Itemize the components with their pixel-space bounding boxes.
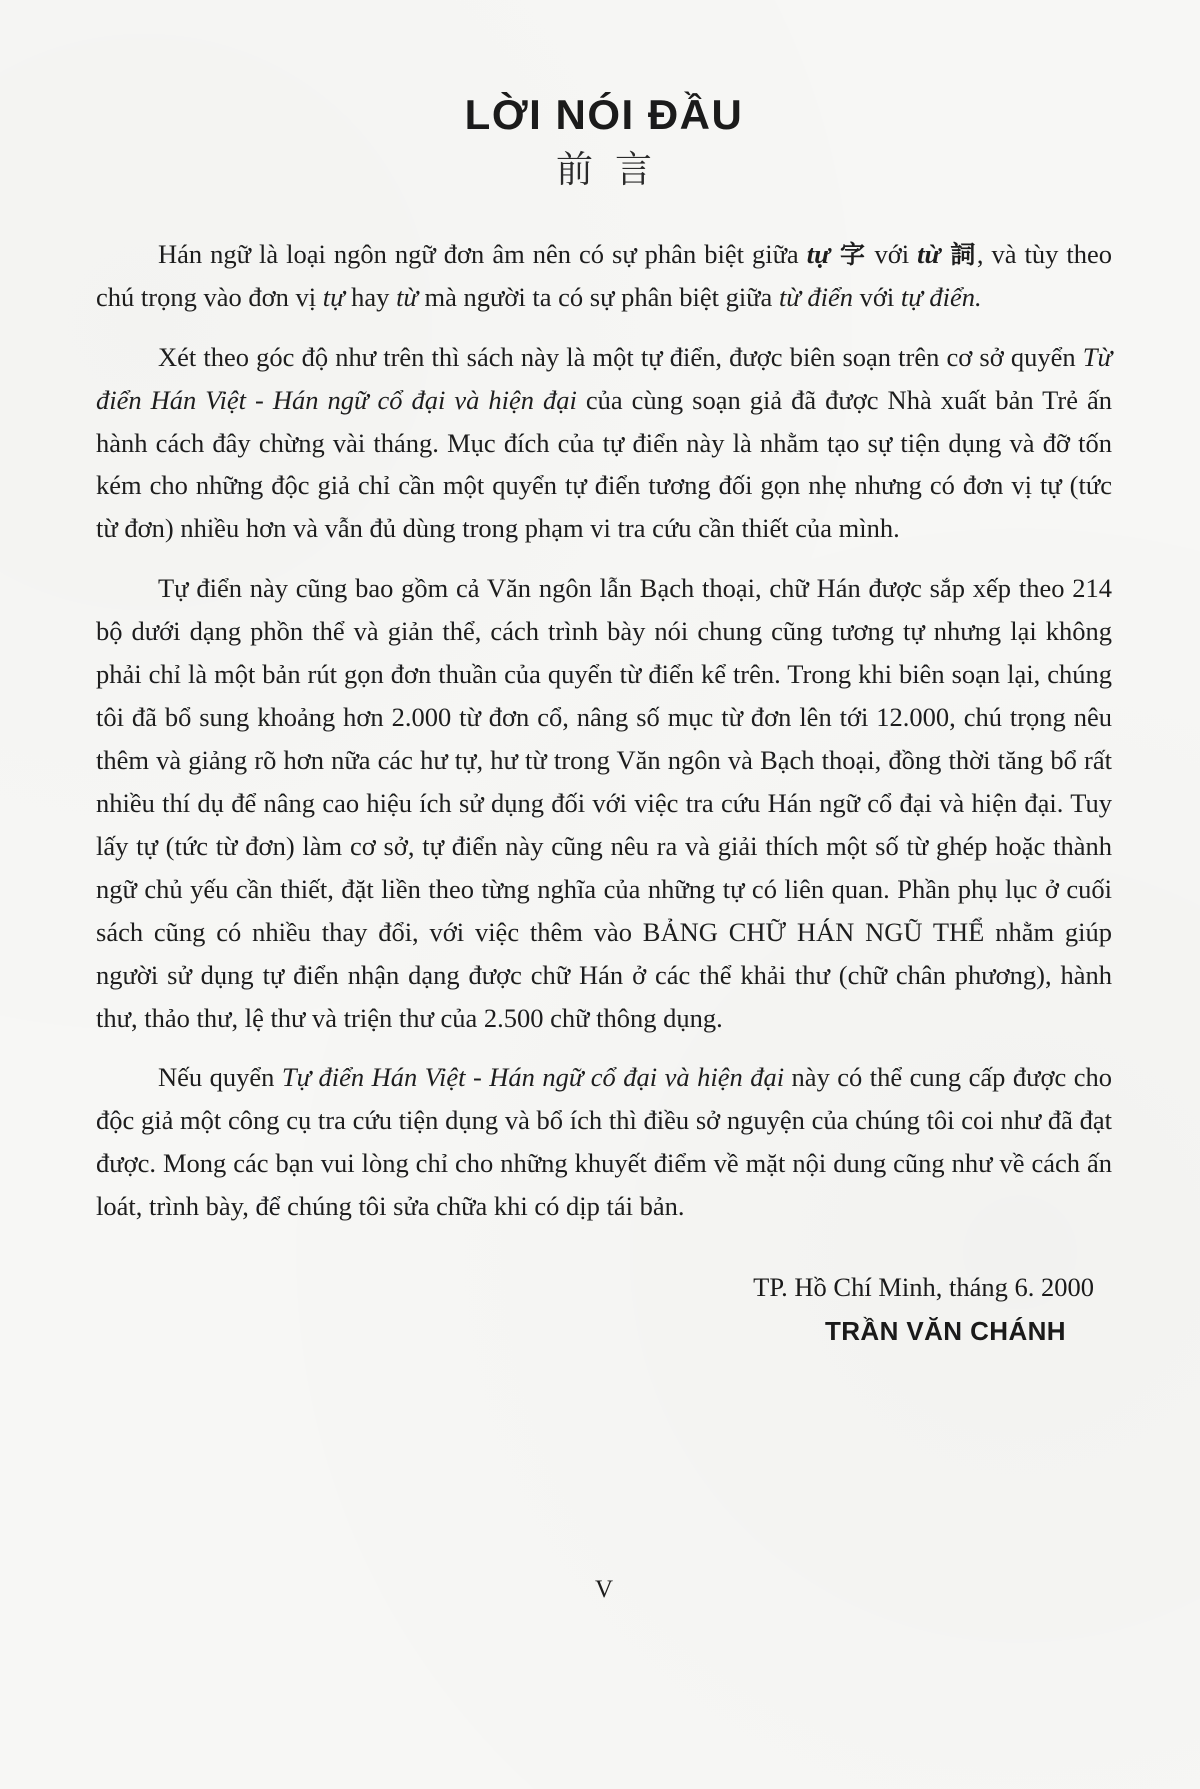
- preface-body: [96, 233, 1112, 1228]
- page-content: [96, 0, 1112, 1789]
- signature-block: [96, 1268, 1112, 1351]
- run-text: Từ điển Hán Việt - Hán ngữ cổ đại và hiện đại: [96, 341, 1112, 415]
- run-text: tự: [806, 238, 830, 269]
- run-text: hay: [344, 281, 397, 312]
- run-text: từ điển: [778, 281, 854, 312]
- run-text: tự: [322, 281, 345, 312]
- signature-city-date: TP. Hồ Chí Minh, tháng 6. 2000: [753, 1272, 1094, 1303]
- run-text: từ: [396, 281, 418, 312]
- paragraph-1: [96, 233, 1112, 319]
- signature-author: TRẦN VĂN CHÁNH: [824, 1315, 1066, 1346]
- run-text: từ: [917, 238, 941, 269]
- run-text: này có thể cung cấp được cho độc giả một công cụ tra cứu tiện dụng và bổ ích thì điều sở nguyện của chúng tôi coi như đã đạt được. Mong các bạn vui lòng chỉ cho những khuyết điểm về mặt nội dung cũng như về cách ấn loát, trình bày, để chúng tôi sửa chữa khi có dịp tái bản.: [96, 1062, 1112, 1222]
- run-text: Tự điển này cũng bao gồm cả Văn ngôn lẫn Bạch thoại, chữ Hán được sắp xếp theo 214 bộ dưới dạng phồn thể và giản thể, cách trình bày nói chung cũng tương tự nhưng lại không phải chỉ là một bản rút gọn đơn thuần của quyển từ điển kể trên. Trong khi biên soạn lại, chúng tôi đã bổ sung khoảng hơn 2.000 từ đơn cổ, nâng số mục từ đơn lên tới 12.000, chú trọng nêu thêm và giảng rõ hơn nữa các hư tự, hư từ trong Văn ngôn và Bạch thoại, đồng thời tăng bổ rất nhiều thí dụ để nâng cao hiệu ích sử dụng đối với việc tra cứu Hán ngữ cổ đại và hiện đại. Tuy lấy tự (tức từ đơn) làm cơ sở, tự điển này cũng nêu ra và giải thích một số từ ghép hoặc thành ngữ chủ yếu cần thiết, đặt liền theo từng nghĩa của những tự có liên quan. Phần phụ lục ở cuối sách cũng có nhiều thay đổi, với việc thêm vào BẢNG CHỮ HÁN NGŨ THỂ nhằm giúp người sử dụng tự điển nhận dạng được chữ Hán ở các thể khải thư (chữ chân phương), hành thư, thảo thư, lệ thư và triện thư của 2.500 chữ thông dụng.: [96, 573, 1112, 1033]
- run-han: 詞: [940, 239, 977, 269]
- run-text: Nếu quyển: [158, 1062, 282, 1093]
- run-text: mà người ta có sự phân biệt giữa: [417, 281, 779, 312]
- paragraph-2: [96, 336, 1112, 551]
- page-number: V: [594, 1576, 614, 1603]
- run-text: với: [866, 238, 918, 269]
- run-text: , và tùy theo chú trọng vào đơn vị: [96, 238, 1112, 312]
- title-block: [96, 0, 1112, 191]
- run-text: tự điển.: [900, 281, 982, 312]
- page-title: LỜI NÓI ĐẦU: [464, 91, 744, 138]
- page-title-chinese: 前言: [556, 148, 674, 192]
- run-text: Hán ngữ là loại ngôn ngữ đơn âm nên có sự phân biệt giữa: [158, 238, 807, 269]
- paragraph-3: [96, 567, 1112, 1039]
- run-text: Tự điển Hán Việt - Hán ngữ cổ đại và hiện đại: [281, 1062, 785, 1093]
- paragraph-4: [96, 1056, 1112, 1228]
- run-text: với: [853, 281, 901, 312]
- run-text: Xét theo góc độ như trên thì sách này là một tự điển, được biên soạn trên cơ sở quyển: [158, 341, 1083, 372]
- run-text: của cùng soạn giả đã được Nhà xuất bản Trẻ ấn hành cách đây chừng vài tháng. Mục đích của tự điển này là nhằm tạo sự tiện dụng và đỡ tốn kém cho những độc giả chỉ cần một quyển tự điển tương đối gọn nhẹ nhưng có đơn vị tự (tức từ đơn) nhiều hơn và vẫn đủ dùng trong phạm vi tra cứu cần thiết của mình.: [96, 384, 1113, 544]
- run-han: 字: [829, 239, 867, 269]
